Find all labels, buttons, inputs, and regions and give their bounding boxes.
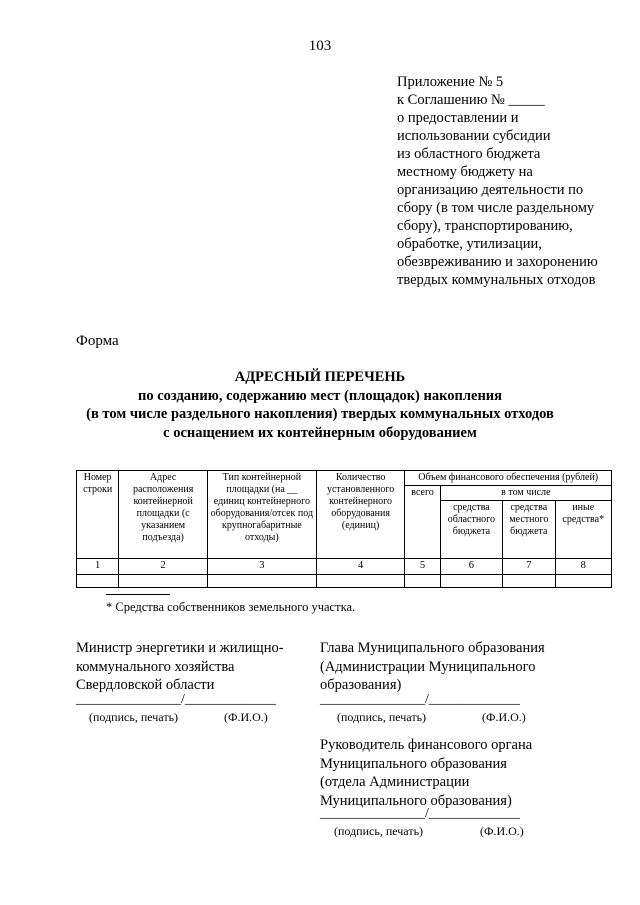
header-row-number: Номер строки	[77, 471, 119, 559]
header-regional-budget: средства областного бюджета	[440, 501, 502, 559]
footnote-separator	[106, 594, 170, 595]
column-number: 3	[207, 559, 316, 575]
table-cell[interactable]	[440, 575, 502, 588]
table-cell[interactable]	[503, 575, 555, 588]
header-container-count: Количество установленного контейнерного оборудования (единиц)	[316, 471, 405, 559]
column-number: 4	[316, 559, 405, 575]
column-number: 5	[405, 559, 440, 575]
finance-head-title-line: (отдела Администрации	[320, 774, 470, 790]
column-number: 2	[119, 559, 208, 575]
column-number: 1	[77, 559, 119, 575]
head-caption-name: (Ф.И.О.)	[482, 710, 526, 724]
header-address: Адрес расположения контейнерной площадки (с указанием подъезда)	[119, 471, 208, 559]
footnote: * Средства собственников земельного участка.	[106, 600, 356, 614]
header-platform-type: Тип контейнерной площадки (на __ единиц контейнерного оборудования/отсек под крупногабаритные отходы)	[207, 471, 316, 559]
header-including: в том числе	[440, 486, 611, 501]
header-total: всего	[405, 486, 440, 559]
appendix-line: организацию деятельности по	[397, 182, 584, 198]
head-title-line: Глава Муниципального образования	[320, 640, 545, 656]
finance-head-title-line: Муниципального образования	[320, 755, 507, 772]
table-cell[interactable]	[555, 575, 612, 588]
head-signature-line[interactable]: _______________/_____________	[320, 692, 520, 707]
head-caption-sign: (подпись, печать)	[337, 710, 427, 724]
column-number: 7	[503, 559, 555, 575]
appendix-line: сбору), транспортированию,	[397, 218, 573, 234]
appendix-line: твердых коммунальных отходов	[397, 272, 596, 288]
form-label: Форма	[76, 333, 119, 349]
table-cell[interactable]	[405, 575, 440, 588]
table-cell[interactable]	[77, 575, 119, 588]
appendix-line: сбору (в том числе раздельному	[397, 200, 595, 216]
header-finance: Объем финансового обеспечения (рублей)	[405, 471, 612, 486]
finance-head-title	[320, 736, 532, 810]
appendix-line: использовании субсидии	[397, 128, 551, 144]
document-title	[60, 368, 580, 442]
finance-head-caption-name: (Ф.И.О.)	[480, 824, 524, 838]
column-number: 8	[555, 559, 612, 575]
minister-title	[76, 639, 284, 695]
finance-head-title-line: Муниципального образования)	[320, 792, 512, 809]
head-title	[320, 639, 545, 695]
table-row	[77, 575, 612, 588]
appendix-line: Приложение № 5	[397, 74, 504, 90]
appendix-line: из областного бюджета	[397, 146, 541, 162]
title-line: по созданию, содержанию мест (площадок) накопления	[137, 387, 502, 404]
finance-head-signature-line[interactable]: _______________/_____________	[320, 806, 520, 821]
minister-caption-name: (Ф.И.О.)	[224, 710, 268, 724]
table-cell[interactable]	[207, 575, 316, 588]
header-other-funds: иные средства*	[555, 501, 612, 559]
minister-signature-line[interactable]: _______________/_____________	[76, 692, 276, 707]
appendix-line: обработке, утилизации,	[397, 236, 542, 252]
minister-title-line: Свердловской области	[76, 677, 215, 693]
page-number: 103	[308, 38, 332, 54]
column-number: 6	[440, 559, 502, 575]
head-title-line: образования)	[320, 677, 402, 693]
appendix-block	[397, 73, 627, 289]
appendix-line: обезвреживанию и захоронению	[397, 254, 598, 270]
head-title-line: (Администрации Муниципального	[320, 658, 536, 675]
finance-head-caption-sign: (подпись, печать)	[334, 824, 424, 838]
header-local-budget: средства местного бюджета	[503, 501, 555, 559]
appendix-line: о предоставлении и	[397, 110, 519, 126]
title-line: (в том числе раздельного накопления) твердых коммунальных отходов	[86, 406, 554, 422]
appendix-line: к Соглашению № _____	[397, 92, 545, 108]
minister-caption-sign: (подпись, печать)	[89, 710, 179, 724]
address-list-table	[76, 470, 612, 588]
minister-title-line: Министр энергетики и жилищно-	[76, 640, 284, 656]
table-cell[interactable]	[316, 575, 405, 588]
table-cell[interactable]	[119, 575, 208, 588]
minister-title-line: коммунального хозяйства	[76, 658, 235, 675]
appendix-line: местному бюджету на	[397, 164, 533, 180]
title-line: АДРЕСНЫЙ ПЕРЕЧЕНЬ	[234, 369, 406, 385]
finance-head-title-line: Руководитель финансового органа	[320, 737, 533, 753]
title-line: с оснащением их контейнерным оборудованием	[163, 424, 477, 441]
